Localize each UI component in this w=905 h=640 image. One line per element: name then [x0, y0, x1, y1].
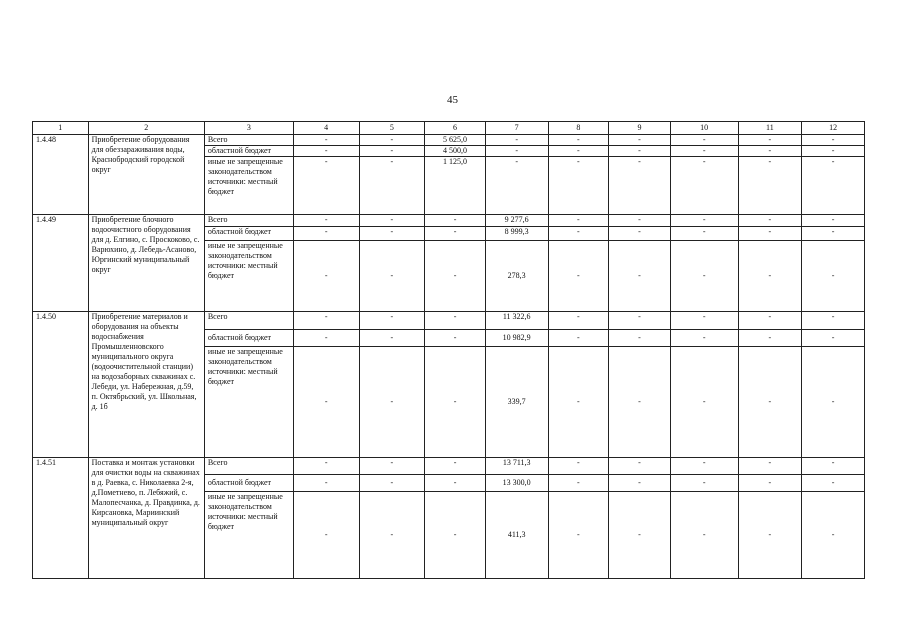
value-cell: -: [293, 347, 359, 458]
value-cell: -: [802, 330, 865, 347]
budget-table: [32, 121, 865, 579]
page-number: 45: [447, 94, 458, 106]
header-cell: 3: [204, 122, 293, 135]
value-cell: -: [609, 492, 671, 579]
value-cell: -: [425, 492, 486, 579]
value-cell: -: [359, 146, 425, 157]
table-row: [33, 312, 865, 330]
header-cell: 4: [293, 122, 359, 135]
value-cell: 5 625,0: [425, 135, 486, 146]
value-cell: -: [293, 215, 359, 227]
value-cell: -: [293, 458, 359, 475]
value-cell: -: [425, 330, 486, 347]
value-cell: -: [609, 312, 671, 330]
value-cell: -: [738, 241, 802, 312]
value-cell: -: [359, 215, 425, 227]
value-cell: -: [670, 241, 738, 312]
value-cell: -: [670, 157, 738, 215]
value-cell: -: [293, 475, 359, 492]
value-cell: -: [548, 215, 609, 227]
value-cell: -: [425, 227, 486, 241]
value-cell: -: [609, 241, 671, 312]
value-cell: -: [293, 312, 359, 330]
value-cell: -: [738, 458, 802, 475]
value-cell: -: [670, 475, 738, 492]
value-cell: -: [293, 157, 359, 215]
value-cell: -: [802, 312, 865, 330]
value-cell: -: [548, 135, 609, 146]
value-cell: -: [293, 146, 359, 157]
value-cell: -: [738, 157, 802, 215]
value-cell: -: [738, 146, 802, 157]
value-cell: -: [425, 475, 486, 492]
value-cell: -: [359, 492, 425, 579]
value-cell: 11 322,6: [485, 312, 548, 330]
header-cell: 10: [670, 122, 738, 135]
value-cell: -: [293, 241, 359, 312]
value-cell: -: [802, 146, 865, 157]
source-label: областной бюджет: [204, 330, 293, 347]
header-cell: 2: [88, 122, 204, 135]
header-cell: 12: [802, 122, 865, 135]
source-label: иные не запрещенные законодательством источники: местный бюджет: [204, 157, 293, 215]
value-cell: 339,7: [485, 347, 548, 458]
value-cell: -: [548, 492, 609, 579]
value-cell: -: [738, 475, 802, 492]
value-cell: -: [425, 312, 486, 330]
value-cell: -: [609, 157, 671, 215]
item-name: Приобретение материалов и оборудования на объекты водоснабжения Промышленновского муниципального округа (водоочистительной станции) на водозаборных скважинах с. Лебеди, ул. Набережная, д.59, п. Октябрьский, ул. Школьная, д. 1б: [88, 312, 204, 458]
header-cell: 11: [738, 122, 802, 135]
item-name: Приобретение блочного водоочистного оборудования для д. Елгино, с. Проскоково, с. Варюхино, д. Лебедь-Асаново, Юргинский муниципальный округ: [88, 215, 204, 312]
value-cell: -: [670, 347, 738, 458]
value-cell: -: [425, 347, 486, 458]
value-cell: -: [359, 227, 425, 241]
value-cell: -: [738, 227, 802, 241]
value-cell: 411,3: [485, 492, 548, 579]
value-cell: 13 300,0: [485, 475, 548, 492]
value-cell: 10 982,9: [485, 330, 548, 347]
value-cell: -: [670, 215, 738, 227]
value-cell: -: [609, 330, 671, 347]
value-cell: -: [609, 475, 671, 492]
value-cell: -: [738, 492, 802, 579]
value-cell: -: [548, 330, 609, 347]
value-cell: -: [359, 241, 425, 312]
value-cell: 9 277,6: [485, 215, 548, 227]
value-cell: -: [802, 215, 865, 227]
value-cell: -: [293, 492, 359, 579]
source-label: иные не запрещенные законодательством источники: местный бюджет: [204, 492, 293, 579]
value-cell: -: [359, 312, 425, 330]
value-cell: -: [359, 135, 425, 146]
value-cell: -: [425, 241, 486, 312]
header-row: [33, 122, 865, 135]
value-cell: -: [609, 347, 671, 458]
value-cell: -: [359, 475, 425, 492]
value-cell: -: [293, 227, 359, 241]
value-cell: -: [670, 227, 738, 241]
value-cell: -: [548, 157, 609, 215]
value-cell: 4 500,0: [425, 146, 486, 157]
header-cell: 1: [33, 122, 89, 135]
item-number: 1.4.49: [33, 215, 89, 312]
value-cell: -: [670, 458, 738, 475]
value-cell: -: [609, 135, 671, 146]
source-label: областной бюджет: [204, 227, 293, 241]
value-cell: -: [548, 347, 609, 458]
value-cell: -: [670, 135, 738, 146]
value-cell: -: [548, 475, 609, 492]
table-row: [33, 215, 865, 227]
value-cell: -: [293, 330, 359, 347]
source-label: Всего: [204, 458, 293, 475]
value-cell: -: [359, 330, 425, 347]
value-cell: -: [293, 135, 359, 146]
source-label: Всего: [204, 312, 293, 330]
value-cell: 278,3: [485, 241, 548, 312]
source-label: Всего: [204, 135, 293, 146]
value-cell: -: [609, 215, 671, 227]
value-cell: -: [359, 347, 425, 458]
value-cell: -: [802, 492, 865, 579]
value-cell: -: [359, 458, 425, 475]
value-cell: -: [548, 312, 609, 330]
value-cell: -: [738, 312, 802, 330]
value-cell: -: [802, 227, 865, 241]
table-row: [33, 458, 865, 475]
value-cell: -: [485, 146, 548, 157]
value-cell: -: [548, 227, 609, 241]
value-cell: -: [802, 157, 865, 215]
item-number: 1.4.50: [33, 312, 89, 458]
header-cell: 8: [548, 122, 609, 135]
header-cell: 6: [425, 122, 486, 135]
source-label: иные не запрещенные законодательством источники: местный бюджет: [204, 347, 293, 458]
value-cell: -: [609, 146, 671, 157]
value-cell: 8 999,3: [485, 227, 548, 241]
value-cell: -: [802, 475, 865, 492]
value-cell: -: [425, 458, 486, 475]
value-cell: -: [738, 330, 802, 347]
header-cell: 9: [609, 122, 671, 135]
value-cell: -: [738, 215, 802, 227]
value-cell: -: [670, 492, 738, 579]
source-label: областной бюджет: [204, 146, 293, 157]
header-cell: 5: [359, 122, 425, 135]
value-cell: -: [670, 146, 738, 157]
value-cell: -: [802, 458, 865, 475]
source-label: областной бюджет: [204, 475, 293, 492]
value-cell: -: [425, 215, 486, 227]
table-row: [33, 135, 865, 146]
source-label: иные не запрещенные законодательством источники: местный бюджет: [204, 241, 293, 312]
value-cell: -: [548, 458, 609, 475]
value-cell: -: [609, 458, 671, 475]
value-cell: -: [738, 347, 802, 458]
value-cell: -: [670, 330, 738, 347]
value-cell: -: [359, 157, 425, 215]
value-cell: -: [548, 146, 609, 157]
value-cell: -: [548, 241, 609, 312]
value-cell: 1 125,0: [425, 157, 486, 215]
value-cell: 13 711,3: [485, 458, 548, 475]
item-number: 1.4.51: [33, 458, 89, 579]
item-number: 1.4.48: [33, 135, 89, 215]
value-cell: -: [738, 135, 802, 146]
value-cell: -: [670, 312, 738, 330]
value-cell: -: [485, 157, 548, 215]
header-cell: 7: [485, 122, 548, 135]
value-cell: -: [802, 347, 865, 458]
value-cell: -: [802, 241, 865, 312]
item-name: Приобретение оборудования для обеззараживания воды, Краснобродский городской округ: [88, 135, 204, 215]
value-cell: -: [802, 135, 865, 146]
value-cell: -: [609, 227, 671, 241]
value-cell: -: [485, 135, 548, 146]
item-name: Поставка и монтаж установки для очистки воды на скважинах в д. Раевка, с. Николаевка 2-я, д.Пометнево, п. Лебяжий, с. Малопесчанка, д. Правдинка, д. Кирсановка, Мариинский муниципальный округ: [88, 458, 204, 579]
source-label: Всего: [204, 215, 293, 227]
